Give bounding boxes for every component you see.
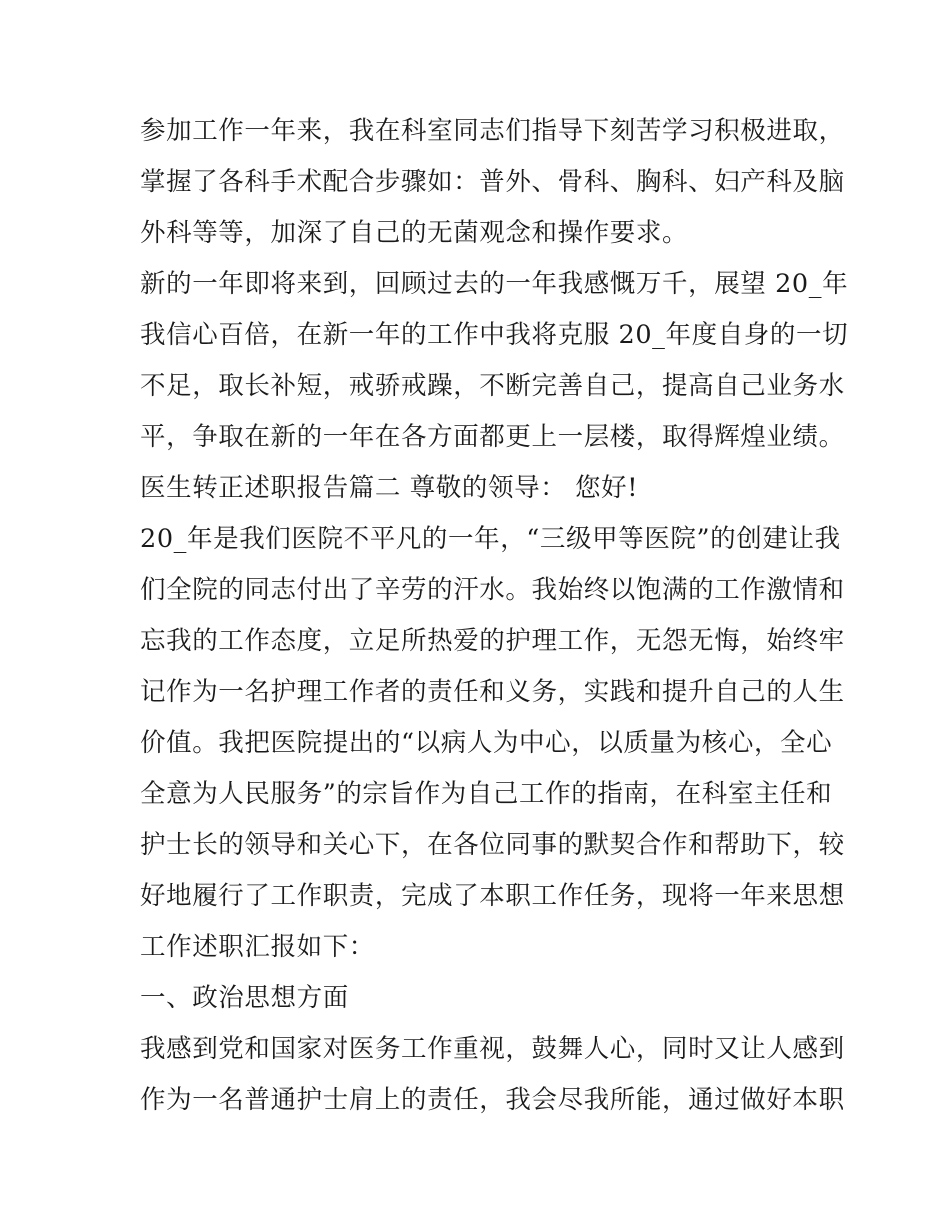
text-line: 不足，取长补短，戒骄戒躁，不断完善自己，提高自己业务水 xyxy=(140,371,845,401)
text-line: 新的一年即将来到，回顾过去的一年我感慨万千，展望 20_年 xyxy=(140,269,849,299)
text-line: 工作述职汇报如下： xyxy=(140,932,375,962)
section-heading: 医生转正述职报告篇二 尊敬的领导： 您好! xyxy=(140,473,639,503)
text-line: 价值。我把医院提出的“以病人为中心，以质量为核心，全心 xyxy=(140,728,833,758)
text-line: 们全院的同志付出了辛劳的汗水。我始终以饱满的工作激情和 xyxy=(140,575,845,605)
text-line: 忘我的工作态度，立足所热爱的护理工作，无怨无悔，始终牢 xyxy=(140,626,845,656)
document-body xyxy=(140,106,849,1126)
text-line: 掌握了各科手术配合步骤如：普外、骨科、胸科、妇产科及脑 xyxy=(140,167,845,197)
text-line: 护士长的领导和关心下，在各位同事的默契合作和帮助下，较 xyxy=(140,830,845,860)
text-line: 参加工作一年来，我在科室同志们指导下刻苦学习积极进取， xyxy=(140,116,845,146)
text-line: 平，争取在新的一年在各方面都更上一层楼，取得辉煌业绩。 xyxy=(140,422,845,452)
section-heading: 一、政治思想方面 xyxy=(140,983,349,1013)
text-line: 记作为一名护理工作者的责任和义务，实践和提升自己的人生 xyxy=(140,677,845,707)
text-line: 我信心百倍，在新一年的工作中我将克服 20_年度自身的一切 xyxy=(140,320,849,350)
text-line: 作为一名普通护士肩上的责任，我会尽我所能，通过做好本职 xyxy=(140,1085,845,1115)
text-line: 外科等等，加深了自己的无菌观念和操作要求。 xyxy=(140,218,689,248)
text-line: 全意为人民服务”的宗旨作为自己工作的指南，在科室主任和 xyxy=(140,779,833,809)
text-line: 我感到党和国家对医务工作重视，鼓舞人心，同时又让人感到 xyxy=(140,1034,845,1064)
text-line: 20_年是我们医院不平凡的一年，“三级甲等医院”的创建让我 xyxy=(140,524,841,554)
text-line: 好地履行了工作职责，完成了本职工作任务，现将一年来思想 xyxy=(140,881,845,911)
